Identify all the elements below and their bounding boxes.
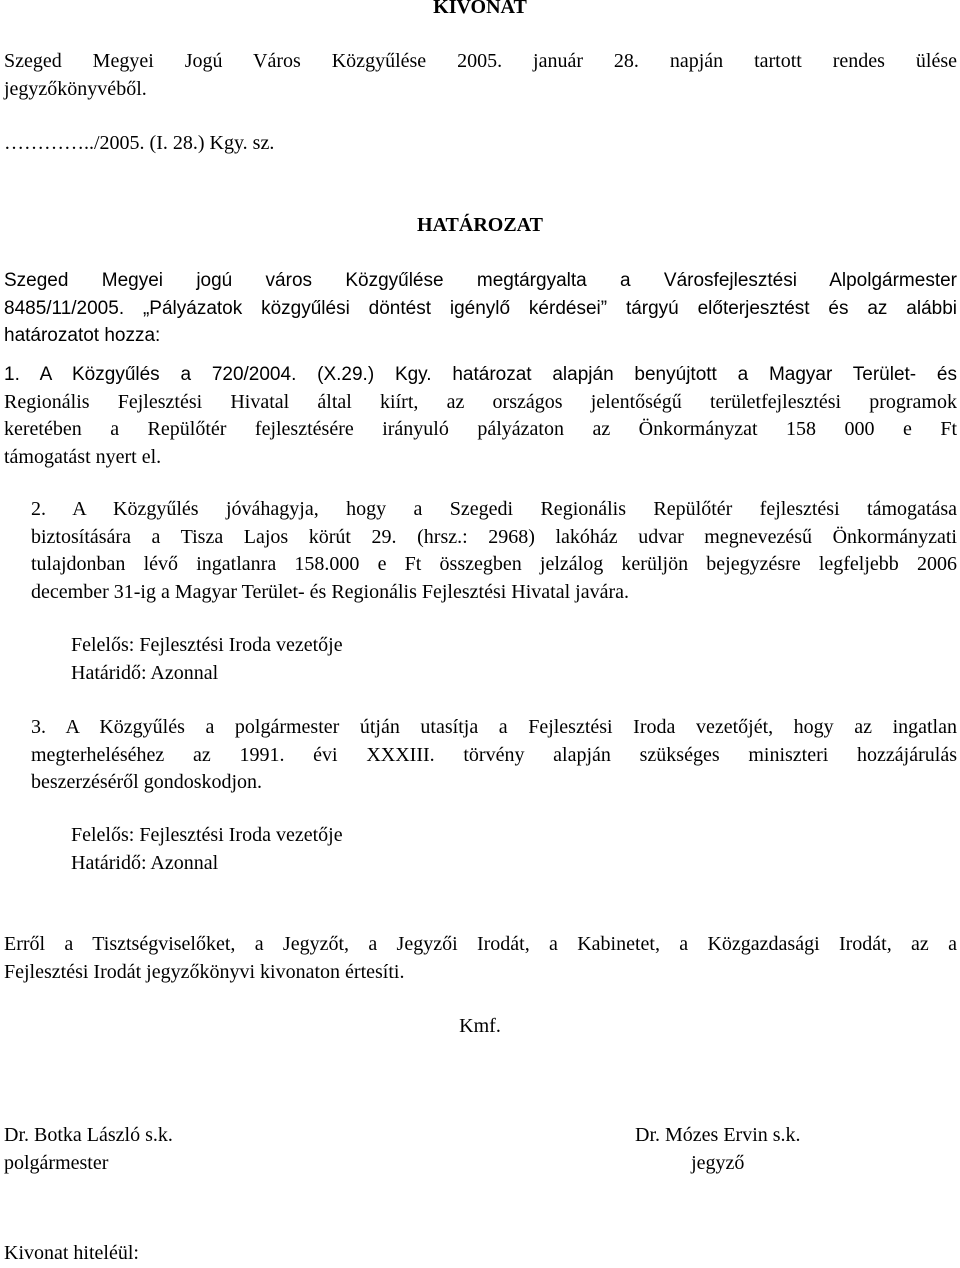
item-line: 3. A Közgyűlés a polgármester útján utasítja a Fejlesztési Iroda vezetőjét, hogy az ingatlan (31, 716, 957, 738)
item-line: december 31-ig a Magyar Terület- és Regionális Fejlesztési Hivatal javára. (31, 580, 630, 603)
intro-paragraph (4, 48, 957, 103)
notice-line: Erről a Tisztségviselőket, a Jegyzőt, a Jegyzői Irodát, a Kabinetet, a Közgazdasági Irodát, az a (4, 933, 957, 955)
notification-paragraph (4, 931, 957, 986)
deadline-line: Határidő: Azonnal (71, 851, 219, 874)
deadline-line: Határidő: Azonnal (71, 661, 219, 684)
intro-line: jegyzőkönyvéből. (4, 77, 147, 100)
item-line: megterheléséhez az 1991. évi XXXIII. törvény alapján szükséges miniszteri hozzájárulás (31, 743, 957, 766)
notice-line: Fejlesztési Irodát jegyzőkönyvi kivonaton értesíti. (4, 960, 405, 983)
resolution-item-3 (31, 714, 957, 797)
item-line: tulajdonban lévő ingatlanra 158.000 e Ft összegben jelzálog kerüljön bejegyzésre legfeljebb 2006 (31, 553, 957, 575)
intro-line: Szeged Megyei Jogú Város Közgyűlése 2005. január 28. napján tartott rendes ülése (4, 50, 957, 72)
item-line: biztosítására a Tisza Lajos körút 29. (hrsz.: 2968) lakóház udvar megnevezésű Önkormányzati (31, 525, 957, 548)
preamble-line: határozatot hozza: (4, 325, 161, 346)
mayor-signature (4, 1122, 173, 1177)
kmf-label: Kmf. (459, 1015, 501, 1037)
item-line: beszerzéséről gondoskodjon. (31, 771, 263, 793)
mayor-name: Dr. Botka László s.k. (4, 1124, 173, 1146)
resolution-item-1 (4, 361, 957, 471)
preamble-line: 8485/11/2005. „Pályázatok közgyűlési döntést igénylő kérdései” tárgyú előterjesztést és az alábbi (4, 297, 957, 319)
notary-name: Dr. Mózes Ervin s.k. (635, 1124, 801, 1146)
preamble-line: Szeged Megyei jogú város Közgyűlése megtárgyalta a Városfejlesztési Alpolgármester (4, 270, 957, 291)
responsible-line: Felelős: Fejlesztési Iroda vezetője (71, 634, 343, 656)
notary-signature (635, 1122, 801, 1177)
resolution-item-2 (31, 496, 957, 606)
item-2-responsibility (71, 632, 571, 687)
item-3-responsibility (71, 822, 571, 877)
document-title: KIVONAT (433, 0, 527, 18)
responsible-line: Felelős: Fejlesztési Iroda vezetője (71, 824, 343, 846)
item-line: keretében a Repülőtér fejlesztésére irányuló pályázaton az Önkormányzat 158 000 e Ft (4, 418, 957, 440)
mayor-title: polgármester (4, 1151, 109, 1174)
item-line: Regionális Fejlesztési Hivatal által kiírt, az országos jelentőségű területfejlesztési programok (4, 390, 957, 413)
certification-label: Kivonat hiteléül: (4, 1242, 139, 1264)
notary-title: jegyző (691, 1151, 745, 1174)
resolution-number: …………../2005. (I. 28.) Kgy. sz. (4, 132, 275, 154)
resolution-heading: HATÁROZAT (417, 214, 543, 236)
item-line: 2. A Közgyűlés jóváhagyja, hogy a Szegedi Regionális Repülőtér fejlesztési támogatása (31, 498, 957, 520)
preamble-paragraph (4, 267, 957, 350)
item-line: támogatást nyert el. (4, 445, 162, 468)
item-line: 1. A Közgyűlés a 720/2004. (X.29.) Kgy. határozat alapján benyújtott a Magyar Terület- és (4, 364, 957, 385)
